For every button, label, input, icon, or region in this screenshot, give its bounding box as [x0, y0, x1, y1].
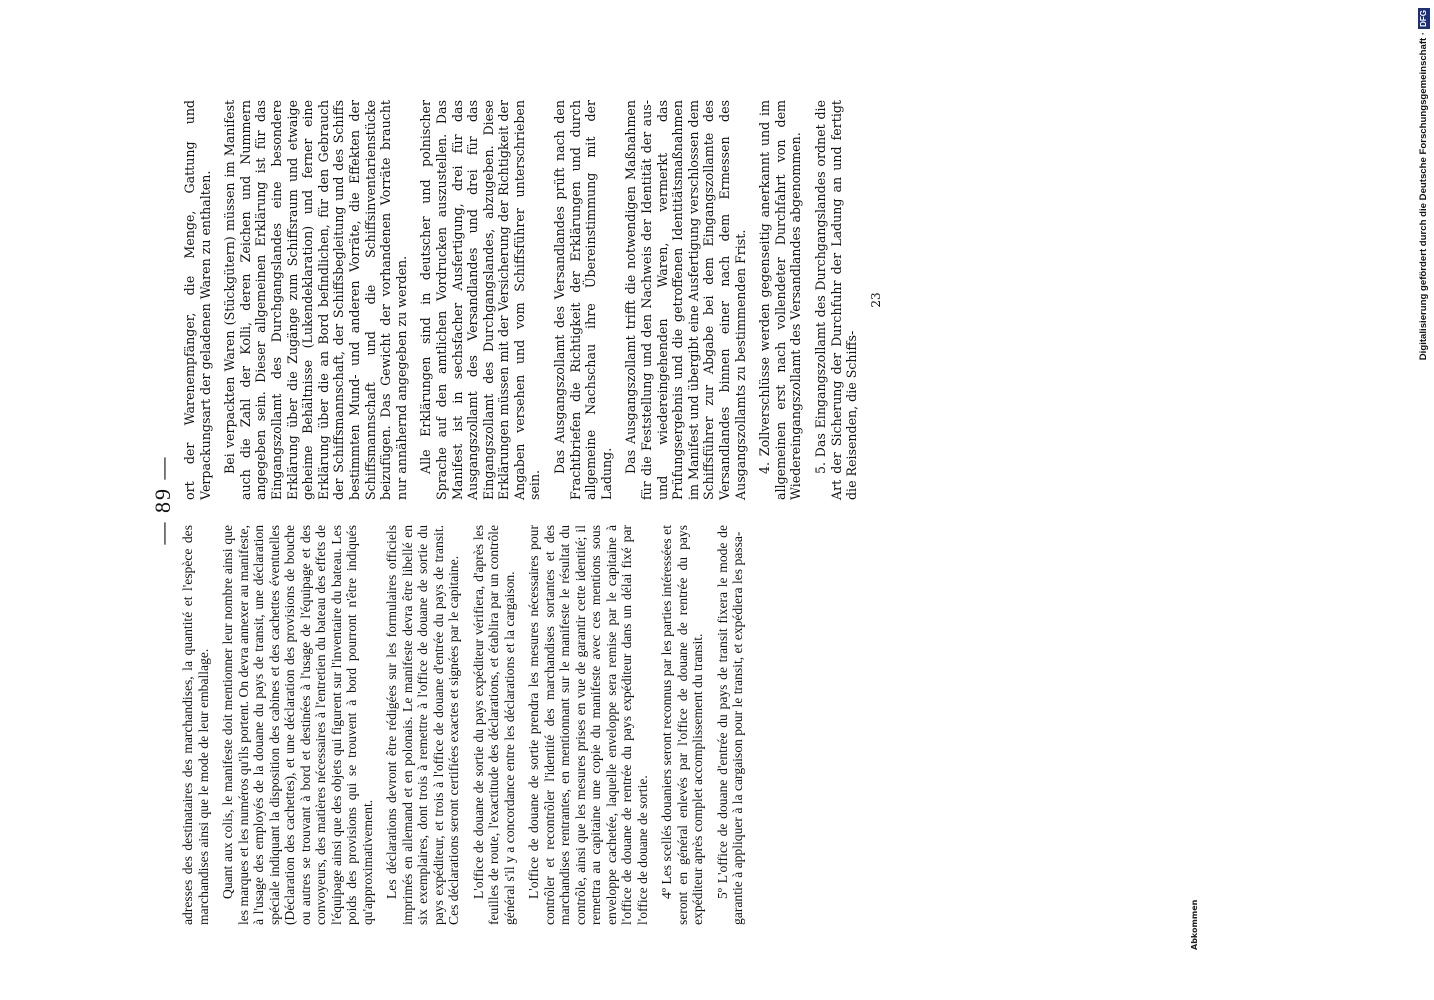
german-paragraph: Das Ausgangszollamt des Versandlandes prüft nach den Frachtbriefen die Richtigkeit der Erklärungen und durch allgemeine Nachschau ihre Übereinstimmung mit der Ladung. — [552, 100, 614, 500]
french-paragraph: L'office de douane de sortie du pays expéditeur vérifiera, d'après les feuilles de route, l'exactitude des déclarations, et établira par un contrôle général s'il y a concordance entre les déclarations et la cargaison. — [470, 525, 517, 925]
french-paragraph: 4º Les scellés douaniers seront reconnus par les parties intéressées et seront en général enlevés par l'office de douane de rentrée du pays expéditeur après complet accomplissement du transit. — [659, 525, 705, 925]
dfg-logo: DFG — [1419, 10, 1428, 27]
french-column — [180, 525, 755, 925]
german-column — [182, 100, 884, 500]
german-paragraph: Bei verpackten Waren (Stückgütern) müssen im Manifest auch die Zahl der Kolli, deren Zeichen und Nummern angegeben sein. Dieser allgemeinen Erklärung ist für das Eingangszollamt des Durchgangslandes eine besondere Erklärung über die Zugänge zum Schiffsraum und etwaige geheime Behältnisse (Lukendeklaration) und ferner eine Erklärung über die an Bord befindlichen, für den Gebrauch der Schiffsmannschaft, der Schiffsbegleitung und des Schiffs bestimmten Mund- und anderen Vorräte, die Effekten der Schiffsmannschaft und die Schiffsinventarienstücke beizufügen. Das Gewicht der vorhandenen Vorräte braucht nur annähernd angegeben zu werden. — [222, 100, 409, 500]
page-number: — 89 — — [150, 455, 175, 545]
german-paragraph: Alle Erklärungen sind in deutscher und polnischer Sprache auf den amtlichen Vordrucken auszustellen. Das Manifest ist in sechsfacher Ausfertigung, drei für das Ausgangszollamt des Versandlandes und drei für das Eingangszollamt des Durchgangslandes, abzugeben. Diese Erklärungen müssen mit der Versicherung der Richtigkeit der Angaben versehen und vom Schiffsführer unterschrieben sein. — [418, 100, 543, 500]
french-paragraph: L'office de douane de sortie prendra les mesures nécessaires pour contrôler et recontrôler l'identité des marchandises sortantes et des marchandises rentrantes, en mentionnant sur le manifeste le résultat du contrôle, ainsi que les mesures prises en vue de garantir cette identité; il remettra au capitaine une copie du manifeste avec ces mentions sous enveloppe cachetée, laquelle enveloppe sera remise par le capitaine à l'office de douane de rentrée du pays expéditeur dans un délai fixé par l'office de douane de sortie. — [526, 525, 650, 925]
margin-note: Abkommen — [1190, 899, 1199, 950]
french-paragraph: Quant aux colis, le manifeste doit mentionner leur nombre ainsi que les marques et les numéros qu'ils portent. On devra annexer au manifeste, à l'usage des employés de la douane du pays de transit, une déclaration spéciale indiquant la disposition des cabines et des cachettes éventuelles (Déclaration des cachettes), et une déclaration des provisions de bouche ou autres se trouvant à bord et destinées à l'usage de l'équipage et des convoyeurs, des matières nécessaires à l'entretien du bateau des effets de l'équipage ainsi que des objets qui figurent sur l'inventaire du bateau. Les poids des provisions qui se trouvent à bord pourront n'être indiqués qu'approximativement. — [220, 525, 375, 925]
digitization-credit — [1416, 8, 1432, 392]
german-paragraph: 4. Zollverschlüsse werden gegenseitig anerkannt und im allgemeinen erst nach vollendeter Durchfahrt von dem Wiedereingangszollamt des Versandlandes abgenommen. — [757, 100, 804, 500]
german-paragraph: 5. Das Eingangszollamt des Durchgangslandes ordnet die Art der Sicherung der Durchfuhr der Ladung an und fertigt die Reisenden, die Schiffs- — [812, 100, 860, 500]
page-footer-number: 23 — [868, 292, 883, 308]
french-paragraph: Les déclarations devront être rédigées sur les formulaires officiels imprimés en allemand et en polonais. Le manifeste devra être libellé en six exemplaires, dont trois à remettre à l'office de douane de sortie du pays expéditeur, et trois à l'office de douane d'entrée du pays de transit. Ces déclarations seront certifiées exactes et signées par le capitaine. — [384, 525, 461, 925]
credit-text: Digitalisierung gefördert durch die Deutsche Forschungsgemeinschaft · — [1418, 31, 1429, 361]
french-paragraph: adresses des destinataires des marchandises, la quantité et l'espèce des marchandises ainsi que le mode de leur emballage. — [180, 525, 211, 925]
german-paragraph: Das Ausgangszollamt trifft die notwendigen Maßnahmen für die Feststellung und den Nachweis der Identität der aus- und wiedereingehenden Waren, vermerkt das Prüfungsergebnis und die getroffenen Identitätsmaßnahmen im Manifest und übergibt eine Ausfertigung verschlossen dem Schiffsführer zur Abgabe bei dem Eingangszollamte des Versandlandes binnen einer nach dem Ermessen des Ausgangszollamts zu bestimmenden Frist. — [623, 100, 748, 500]
french-paragraph: 5º L'office de douane d'entrée du pays de transit fixera le mode de garantie à appliquer à la cargaison pour le transit, et expédiera les passa- — [714, 525, 745, 925]
german-paragraph: ort der Warenempfänger, die Menge, Gattung und Verpackungsart der geladenen Waren zu enthalten. — [182, 100, 213, 500]
